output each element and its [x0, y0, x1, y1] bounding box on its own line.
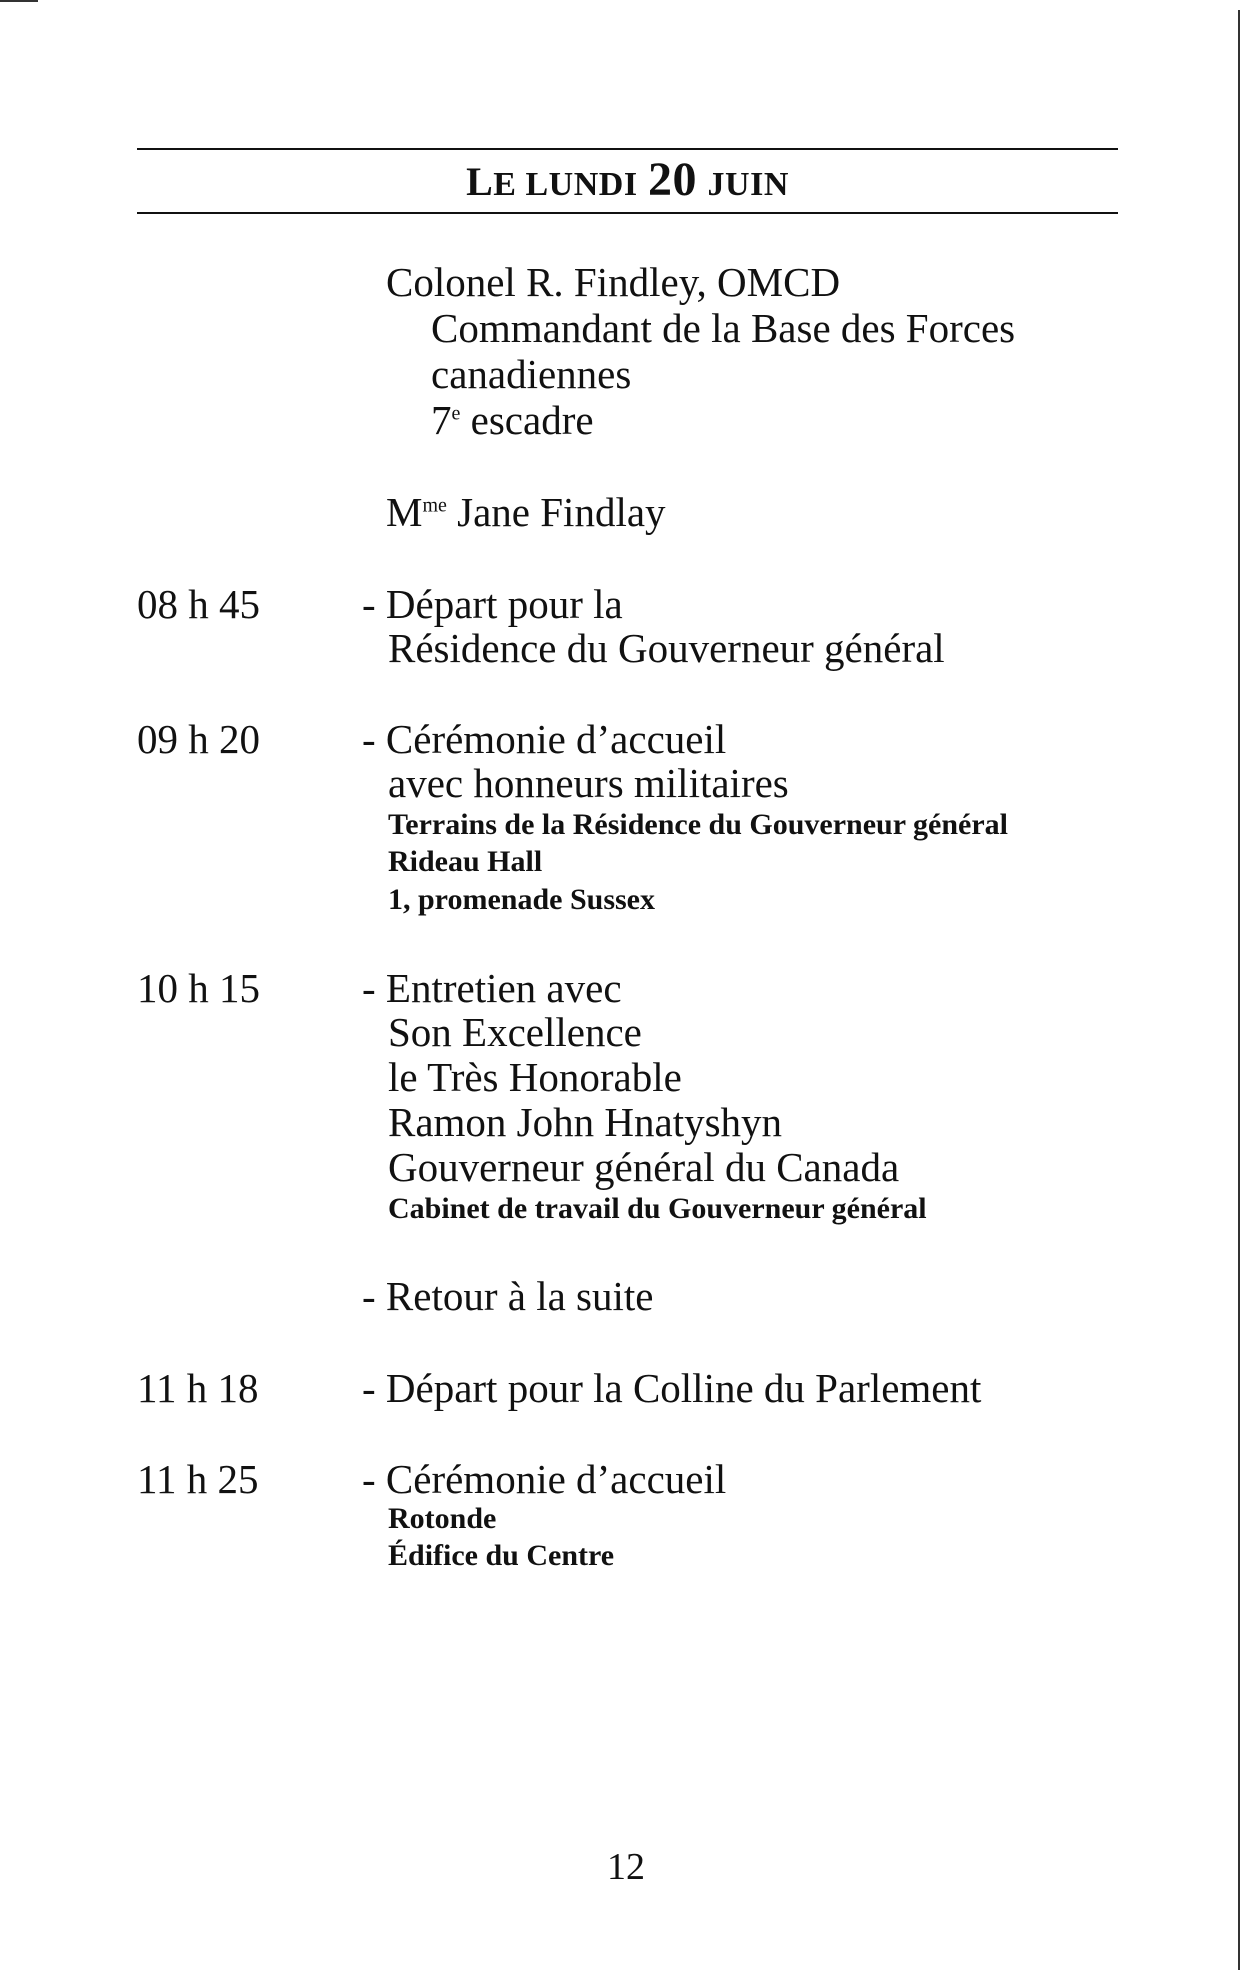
title-date: 20	[648, 153, 698, 206]
scan-corner-mark	[0, 0, 38, 2]
entry-detail: Rotonde	[388, 1502, 497, 1535]
entry-detail: Rideau Hall	[388, 845, 543, 878]
entry-line: avec honneurs militaires	[388, 760, 789, 806]
unit-superscript: e	[451, 402, 461, 425]
entry-line: - Retour à la suite	[362, 1273, 654, 1319]
entry-line: - Cérémonie d’accueil	[362, 1456, 727, 1502]
entry-line: Ramon John Hnatyshyn	[388, 1099, 783, 1145]
entry-detail: Terrains de la Résidence du Gouverneur général	[388, 808, 1008, 841]
entry-line: Résidence du Gouverneur général	[388, 625, 945, 671]
title-initial: L	[466, 159, 494, 204]
entry-detail: 1, promenade Sussex	[388, 883, 655, 916]
page-title	[137, 152, 1118, 207]
header-bottom-rule	[137, 212, 1118, 214]
spouse-name	[386, 488, 666, 536]
spouse-text: Jane Findlay	[446, 489, 666, 535]
entry-detail: Cabinet de travail du Gouverneur général	[388, 1192, 927, 1225]
page-number: 12	[607, 1846, 645, 1888]
host-title-line2: canadiennes	[431, 351, 632, 397]
entry-time: 11 h 25	[137, 1456, 259, 1502]
unit-text: escadre	[460, 397, 594, 443]
entry-time: 09 h 20	[137, 716, 260, 762]
entry-line: Gouverneur général du Canada	[388, 1144, 900, 1190]
entry-line: - Départ pour la	[362, 581, 623, 627]
unit-number: 7	[431, 397, 452, 443]
spouse-prefix: M	[386, 489, 423, 535]
entry-line: Son Excellence	[388, 1009, 642, 1055]
entry-line: - Départ pour la Colline du Parlement	[362, 1365, 982, 1411]
entry-time: 11 h 18	[137, 1365, 259, 1411]
spouse-superscript: me	[422, 494, 447, 517]
entry-line: - Entretien avec	[362, 965, 622, 1011]
title-month: JUIN	[707, 166, 789, 203]
entry-detail: Édifice du Centre	[388, 1539, 615, 1572]
entry-line: - Cérémonie d’accueil	[362, 716, 727, 762]
host-unit	[431, 396, 594, 444]
host-name: Colonel R. Findley, OMCD	[386, 259, 841, 305]
header-top-rule	[137, 148, 1118, 150]
host-title-line1: Commandant de la Base des Forces	[431, 305, 1016, 351]
entry-time: 08 h 45	[137, 581, 260, 627]
entry-time: 10 h 15	[137, 965, 260, 1011]
entry-line: le Très Honorable	[388, 1054, 682, 1100]
page-edge-line	[1238, 10, 1240, 1970]
title-day: E LUNDI	[493, 166, 638, 203]
